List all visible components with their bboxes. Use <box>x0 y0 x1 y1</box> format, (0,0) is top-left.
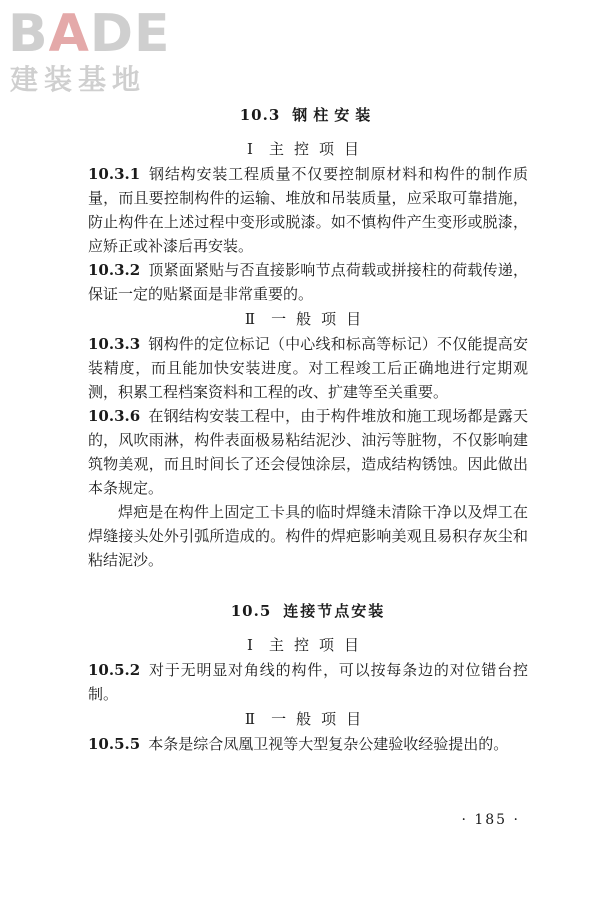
clause-number: 10.3.2 <box>88 261 141 279</box>
subsection-label: 一般项目 <box>271 310 372 328</box>
clause-text: 对于无明显对角线的构件，可以按每条边的对位错台控制。 <box>88 661 528 703</box>
subsection-numeral: Ⅱ <box>244 310 256 328</box>
section-name: 连接节点安装 <box>283 602 386 620</box>
subsection-numeral: Ⅰ <box>247 636 253 654</box>
clause-10-3-6 <box>88 404 528 500</box>
subsection-title-general <box>88 706 528 732</box>
clause-text: 钢构件的定位标记（中心线和标高等标记）不仅能提高安装精度，而且能加快安装进度。对工程竣工后正确地进行定期观测，积累工程档案资料和工程的改、扩建等至关重要。 <box>88 335 528 401</box>
subsection-label: 主控项目 <box>268 140 369 158</box>
subsection-label: 主控项目 <box>268 636 369 654</box>
logo-letters-de: DE <box>89 4 171 64</box>
clause-10-3-2 <box>88 258 528 306</box>
paragraph-weld-scar: 焊疤是在构件上固定工卡具的临时焊缝未清除干净以及焊工在焊缝接头处外引弧所造成的。构件的焊疤影响美观且易积存灰尘和粘结泥沙。 <box>88 503 528 569</box>
section-title-10-3 <box>88 100 528 130</box>
section-number: 10.5 <box>230 602 272 620</box>
clause-number: 10.3.6 <box>88 407 141 425</box>
logo-letter-b: B <box>8 4 49 64</box>
bade-logo <box>8 6 178 96</box>
logo-subtitle: 建装基地 <box>10 63 147 96</box>
section-name: 钢柱安装 <box>292 106 377 124</box>
clause-number: 10.3.3 <box>88 335 141 353</box>
subsection-title-general <box>88 306 528 332</box>
section-title-10-5 <box>88 596 528 626</box>
clause-10-5-5 <box>88 732 528 756</box>
section-number: 10.3 <box>239 106 281 124</box>
clause-text: 顶紧面紧贴与否直接影响节点荷载或拼接柱的荷载传递，保证一定的贴紧面是非常重要的。 <box>88 261 528 303</box>
clause-number: 10.3.1 <box>88 165 141 183</box>
page-number: · 185 · <box>461 812 520 828</box>
page-content <box>88 100 528 756</box>
clause-10-3-3 <box>88 332 528 404</box>
subsection-title-main-control <box>88 632 528 658</box>
clause-text: 在钢结构安装工程中，由于构件堆放和施工现场都是露天的，风吹雨淋，构件表面极易粘结泥沙、油污等脏物，不仅影响建筑物美观，而且时间长了还会侵蚀涂层，造成结构锈蚀。因此做出本条规定。 <box>88 407 528 497</box>
clause-10-3-1 <box>88 162 528 258</box>
subsection-numeral: Ⅰ <box>247 140 253 158</box>
logo-letter-a: A <box>48 4 90 64</box>
clause-text: 钢结构安装工程质量不仅要控制原材料和构件的制作质量，而且要控制构件的运输、堆放和吊装质量，应采取可靠措施，防止构件在上述过程中变形或脱漆。如不慎构件产生变形或脱漆，应矫正或补漆后再安装。 <box>88 165 528 255</box>
subsection-numeral: Ⅱ <box>244 710 256 728</box>
clause-text: 本条是综合凤凰卫视等大型复杂公建验收经验提出的。 <box>148 735 509 753</box>
logo-wordmark <box>8 6 171 62</box>
clause-10-5-2 <box>88 658 528 706</box>
subsection-label: 一般项目 <box>271 710 372 728</box>
clause-number: 10.5.5 <box>88 735 141 753</box>
subsection-title-main-control <box>88 136 528 162</box>
clause-number: 10.5.2 <box>88 661 141 679</box>
